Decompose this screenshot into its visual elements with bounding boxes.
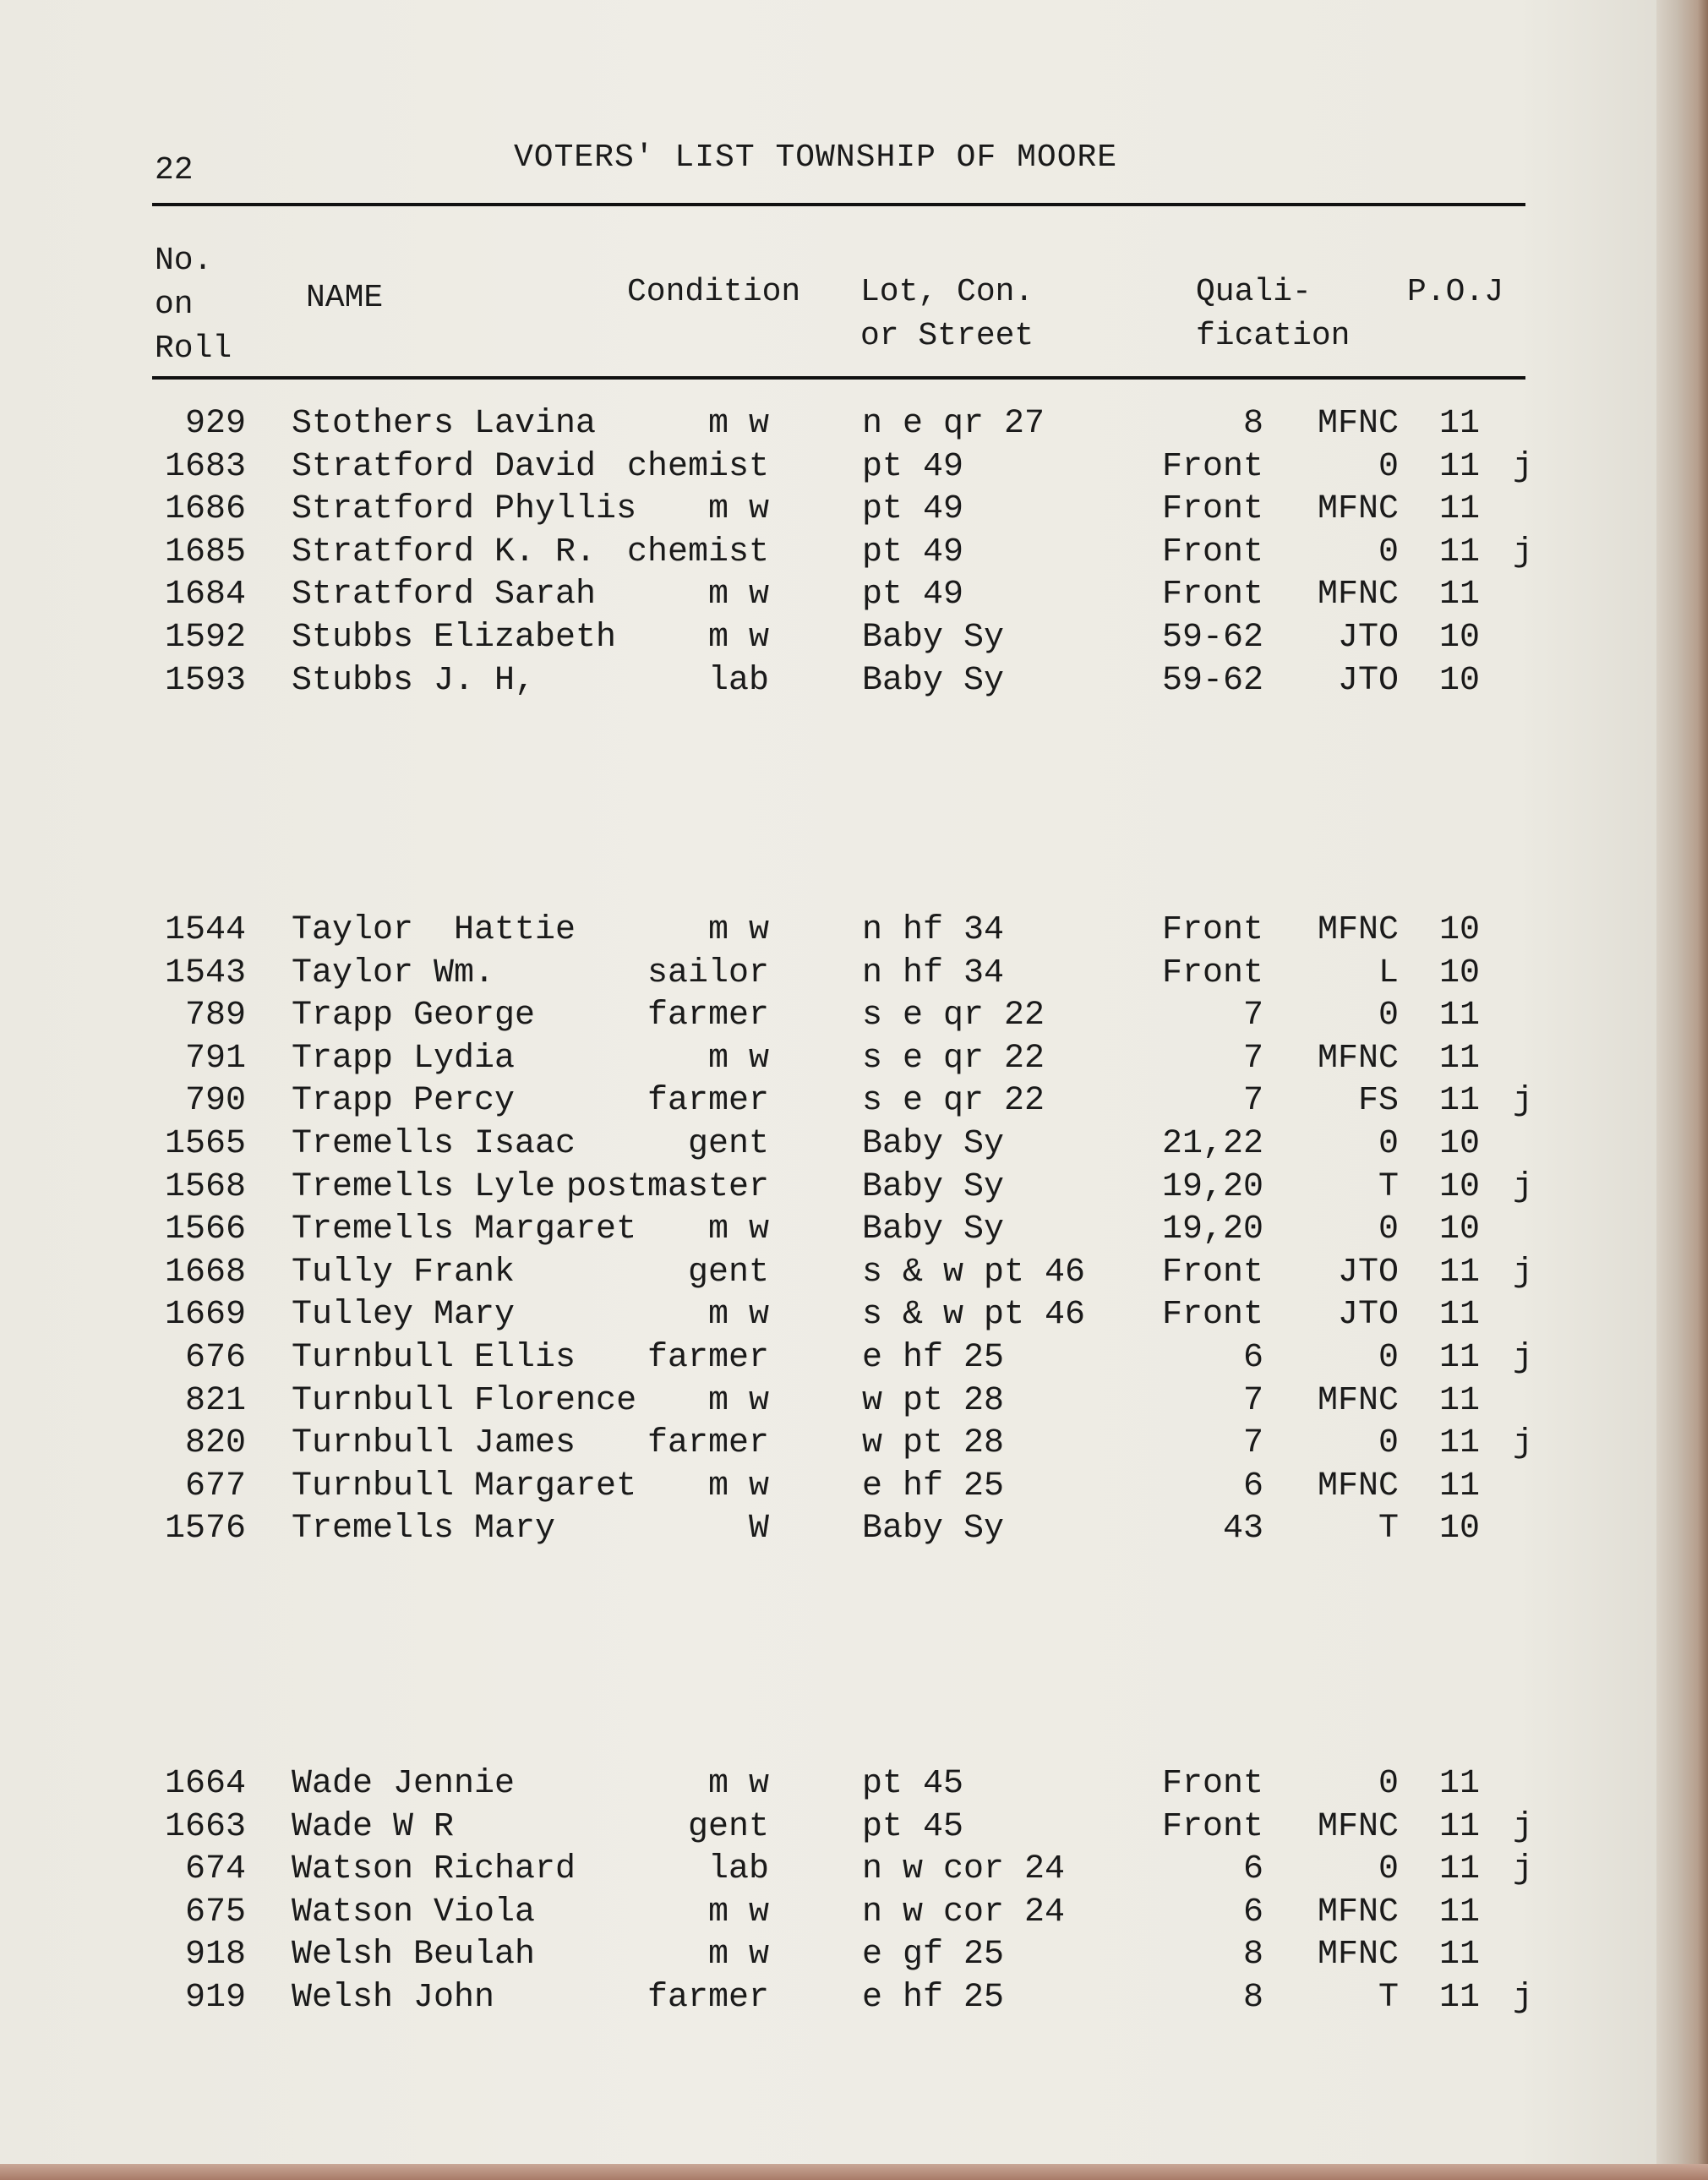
voter-row [0,1123,1656,1166]
voter-row [0,910,1656,952]
voter-condition: m w [707,1210,769,1248]
voter-row [0,1337,1656,1380]
qualification: Front [1161,533,1263,571]
voter-condition: lab [707,1850,769,1888]
qualification: 59-62 [1161,662,1263,700]
roll-number: 1686 [164,490,246,528]
voter-condition: chemist [626,533,769,571]
qualification-code: 0 [1378,533,1399,571]
lot-concession: e hf 25 [862,1979,1005,2017]
lot-concession: s e qr 22 [862,997,1045,1035]
voter-name: Watson Viola [292,1893,536,1931]
voter-row [0,1892,1656,1934]
lot-concession: pt 49 [862,448,964,486]
voter-row [0,953,1656,995]
roll-number: 1565 [164,1125,246,1163]
voter-row [0,1209,1656,1251]
voter-condition: m w [707,1040,769,1078]
qualification-code: JTO [1337,1296,1399,1334]
juror-mark: j [1513,1850,1534,1888]
post-office: 11 [1439,448,1481,486]
roll-number: 789 [184,997,246,1035]
voter-name: Stratford David [292,448,597,486]
voter-name: Trapp George [292,997,536,1035]
lot-concession: s & w pt 46 [862,1296,1086,1334]
voter-row [0,403,1656,445]
roll-number: 1669 [164,1296,246,1334]
lot-concession: Baby Sy [862,1168,1005,1206]
header-lot: Lot, Con. or Street [860,274,1034,354]
voter-name: Wade W R [292,1808,455,1846]
qualification-code: JTO [1337,662,1399,700]
qualification-code: 0 [1378,1850,1399,1888]
roll-number: 790 [184,1082,246,1120]
voter-condition: m w [707,405,769,443]
roll-number: 675 [184,1893,246,1931]
post-office: 10 [1439,1125,1481,1163]
lot-concession: s e qr 22 [862,1082,1045,1120]
voter-name: Tremells Isaac [292,1125,576,1163]
lot-concession: n e qr 27 [862,405,1045,443]
voter-row [0,1252,1656,1294]
lot-concession: n hf 34 [862,954,1005,992]
voter-condition: postmaster [565,1168,769,1206]
lot-concession: n w cor 24 [862,1893,1066,1931]
juror-mark: j [1513,533,1534,571]
voter-row [0,1934,1656,1976]
lot-concession: Baby Sy [862,1210,1005,1248]
post-office: 11 [1439,1765,1481,1803]
lot-concession: Baby Sy [862,1510,1005,1548]
post-office: 11 [1439,1382,1481,1420]
voter-row [0,532,1656,574]
post-office: 11 [1439,1850,1481,1888]
post-office: 10 [1439,1210,1481,1248]
voter-condition: gent [687,1125,769,1163]
qualification: 8 [1242,1979,1263,2017]
voter-row [0,574,1656,616]
roll-number: 1544 [164,911,246,949]
voter-row [0,995,1656,1037]
voter-row [0,489,1656,531]
juror-mark: j [1513,1424,1534,1462]
post-office: 11 [1439,405,1481,443]
voter-name: Tremells Margaret [292,1210,637,1248]
post-office: 11 [1439,1296,1481,1334]
qualification: 21,22 [1161,1125,1263,1163]
lot-concession: pt 49 [862,533,964,571]
qualification: Front [1161,1296,1263,1334]
lot-concession: n hf 34 [862,911,1005,949]
qualification: Front [1161,1254,1263,1292]
qualification: 7 [1242,1082,1263,1120]
voter-row [0,1423,1656,1465]
qualification-code: L [1378,954,1399,992]
voter-row [0,1849,1656,1891]
post-office: 11 [1439,1040,1481,1078]
qualification-code: MFNC [1317,1382,1399,1420]
qualification: Front [1161,490,1263,528]
qualification: 6 [1242,1850,1263,1888]
qualification-code: 0 [1378,1210,1399,1248]
roll-number: 677 [184,1467,246,1505]
voter-condition: lab [707,662,769,700]
qualification-code: T [1378,1510,1399,1548]
juror-mark: j [1513,1168,1534,1206]
voter-condition: chemist [626,448,769,486]
roll-number: 1684 [164,576,246,614]
roll-number: 820 [184,1424,246,1462]
qualification-code: MFNC [1317,1936,1399,1974]
qualification-code: JTO [1337,619,1399,657]
qualification: 7 [1242,1424,1263,1462]
voter-row [0,1763,1656,1806]
voter-condition: gent [687,1808,769,1846]
qualification: 19,20 [1161,1210,1263,1248]
voter-condition: m w [707,1382,769,1420]
qualification-code: FS [1357,1082,1399,1120]
qualification-code: MFNC [1317,1467,1399,1505]
juror-mark: j [1513,1339,1534,1377]
voter-name: Welsh Beulah [292,1936,536,1974]
voter-condition: farmer [647,1082,769,1120]
post-office: 11 [1439,1424,1481,1462]
voter-row [0,617,1656,659]
qualification: 8 [1242,1936,1263,1974]
lot-concession: e gf 25 [862,1936,1005,1974]
post-office: 11 [1439,1339,1481,1377]
qualification: 59-62 [1161,619,1263,657]
roll-number: 1566 [164,1210,246,1248]
voter-name: Stratford Phyllis [292,490,637,528]
post-office: 10 [1439,1168,1481,1206]
lot-concession: n w cor 24 [862,1850,1066,1888]
qualification-code: 0 [1378,1765,1399,1803]
voter-name: Tully Frank [292,1254,516,1292]
qualification-code: MFNC [1317,911,1399,949]
voter-condition: farmer [647,997,769,1035]
juror-mark: j [1513,1082,1534,1120]
voter-condition: farmer [647,1979,769,2017]
voter-condition: m w [707,1467,769,1505]
voter-condition: m w [707,911,769,949]
post-office: 10 [1439,619,1481,657]
voter-name: Turnbull Margaret [292,1467,637,1505]
voter-row [0,1806,1656,1849]
qualification: 19,20 [1161,1168,1263,1206]
qualification-code: 0 [1378,997,1399,1035]
qualification: Front [1161,954,1263,992]
lot-concession: w pt 28 [862,1382,1005,1420]
post-office: 11 [1439,490,1481,528]
roll-number: 1592 [164,619,246,657]
roll-number: 1568 [164,1168,246,1206]
lot-concession: Baby Sy [862,1125,1005,1163]
voter-row [0,1294,1656,1336]
qualification-code: MFNC [1317,1808,1399,1846]
roll-number: 929 [184,405,246,443]
voter-row [0,660,1656,702]
qualification-code: 0 [1378,1339,1399,1377]
voter-condition: m w [707,1296,769,1334]
voter-row [0,1166,1656,1209]
post-office: 10 [1439,1510,1481,1548]
roll-number: 821 [184,1382,246,1420]
qualification: 7 [1242,1382,1263,1420]
voter-name: Turnbull James [292,1424,576,1462]
qualification: Front [1161,448,1263,486]
voter-name: Tulley Mary [292,1296,516,1334]
qualification: Front [1161,576,1263,614]
qualification-code: T [1378,1979,1399,2017]
lot-concession: s e qr 22 [862,1040,1045,1078]
voter-name: Welsh John [292,1979,495,2017]
lot-concession: s & w pt 46 [862,1254,1086,1292]
roll-number: 1543 [164,954,246,992]
voter-name: Wade Jennie [292,1765,516,1803]
qualification-code: MFNC [1317,576,1399,614]
voter-name: Turnbull Florence [292,1382,637,1420]
voter-condition: W [748,1510,769,1548]
voter-name: Stothers Lavina [292,405,597,443]
roll-number: 1664 [164,1765,246,1803]
voter-condition: m w [707,490,769,528]
roll-number: 1593 [164,662,246,700]
qualification: 8 [1242,405,1263,443]
qualification: 43 [1222,1510,1263,1548]
voter-row [0,1080,1656,1123]
post-office: 11 [1439,1936,1481,1974]
header-name: NAME [306,280,384,316]
lot-concession: pt 49 [862,576,964,614]
post-office: 11 [1439,576,1481,614]
juror-mark: j [1513,1254,1534,1292]
voter-condition: m w [707,1936,769,1974]
post-office: 11 [1439,1082,1481,1120]
voter-name: Trapp Percy [292,1082,516,1120]
post-office: 11 [1439,533,1481,571]
qualification: 6 [1242,1339,1263,1377]
header-roll: No. on Roll [155,243,232,367]
qualification-code: 0 [1378,1125,1399,1163]
voter-name: Stratford Sarah [292,576,597,614]
qualification: Front [1161,1765,1263,1803]
voter-row [0,446,1656,489]
post-office: 11 [1439,1808,1481,1846]
voter-condition: m w [707,619,769,657]
qualification: 7 [1242,997,1263,1035]
juror-mark: j [1513,1808,1534,1846]
lot-concession: e hf 25 [862,1339,1005,1377]
voter-name: Stubbs Elizabeth [292,619,617,657]
voter-condition: gent [687,1254,769,1292]
voter-name: Taylor Hattie [292,911,576,949]
voter-name: Tremells Mary [292,1510,556,1548]
juror-mark: j [1513,448,1534,486]
roll-number: 674 [184,1850,246,1888]
post-office: 11 [1439,997,1481,1035]
qualification: Front [1161,1808,1263,1846]
voter-name: Turnbull Ellis [292,1339,576,1377]
voter-condition: sailor [647,954,769,992]
roll-number: 1576 [164,1510,246,1548]
header-top-rule [152,203,1525,206]
voter-condition: m w [707,576,769,614]
qualification-code: 0 [1378,448,1399,486]
lot-concession: pt 45 [862,1765,964,1803]
post-office: 11 [1439,1254,1481,1292]
voter-row [0,1977,1656,2019]
post-office: 10 [1439,954,1481,992]
voter-name: Stubbs J. H, [292,662,536,700]
voter-name: Trapp Lydia [292,1040,516,1078]
voter-row [0,1038,1656,1080]
voter-row [0,1466,1656,1508]
post-office: 10 [1439,911,1481,949]
header-bottom-rule [152,376,1525,380]
header-po: P.O.J [1407,274,1504,310]
qualification: 6 [1242,1893,1263,1931]
qualification-code: MFNC [1317,1893,1399,1931]
post-office: 10 [1439,662,1481,700]
post-office: 11 [1439,1979,1481,2017]
roll-number: 1668 [164,1254,246,1292]
qualification: 7 [1242,1040,1263,1078]
qualification-code: MFNC [1317,1040,1399,1078]
bottom-edge [0,2164,1708,2180]
qualification: Front [1161,911,1263,949]
voter-condition: m w [707,1765,769,1803]
voter-name: Watson Richard [292,1850,576,1888]
header-condition: Condition [627,274,801,310]
lot-concession: e hf 25 [862,1467,1005,1505]
qualification-code: JTO [1337,1254,1399,1292]
roll-number: 791 [184,1040,246,1078]
roll-number: 918 [184,1936,246,1974]
lot-concession: Baby Sy [862,662,1005,700]
post-office: 11 [1439,1893,1481,1931]
lot-concession: pt 49 [862,490,964,528]
qualification-code: MFNC [1317,490,1399,528]
header-qualification: Quali- fication [1196,274,1351,354]
roll-number: 1683 [164,448,246,486]
roll-number: 1685 [164,533,246,571]
qualification: 6 [1242,1467,1263,1505]
voter-name: Taylor Wm. [292,954,495,992]
page-number: 22 [155,152,194,188]
page-title: VOTERS' LIST TOWNSHIP OF MOORE [514,139,1118,176]
lot-concession: pt 45 [862,1808,964,1846]
qualification-code: T [1378,1168,1399,1206]
lot-concession: Baby Sy [862,619,1005,657]
roll-number: 676 [184,1339,246,1377]
voter-name: Tremells Lyle [292,1168,556,1206]
voter-name: Stratford K. R. [292,533,597,571]
voter-condition: m w [707,1893,769,1931]
voter-condition: farmer [647,1339,769,1377]
voter-row [0,1508,1656,1550]
qualification-code: MFNC [1317,405,1399,443]
page-edge [1656,0,1708,2180]
lot-concession: w pt 28 [862,1424,1005,1462]
juror-mark: j [1513,1979,1534,2017]
post-office: 11 [1439,1467,1481,1505]
roll-number: 919 [184,1979,246,2017]
voter-condition: farmer [647,1424,769,1462]
roll-number: 1663 [164,1808,246,1846]
voter-row [0,1380,1656,1423]
qualification-code: 0 [1378,1424,1399,1462]
